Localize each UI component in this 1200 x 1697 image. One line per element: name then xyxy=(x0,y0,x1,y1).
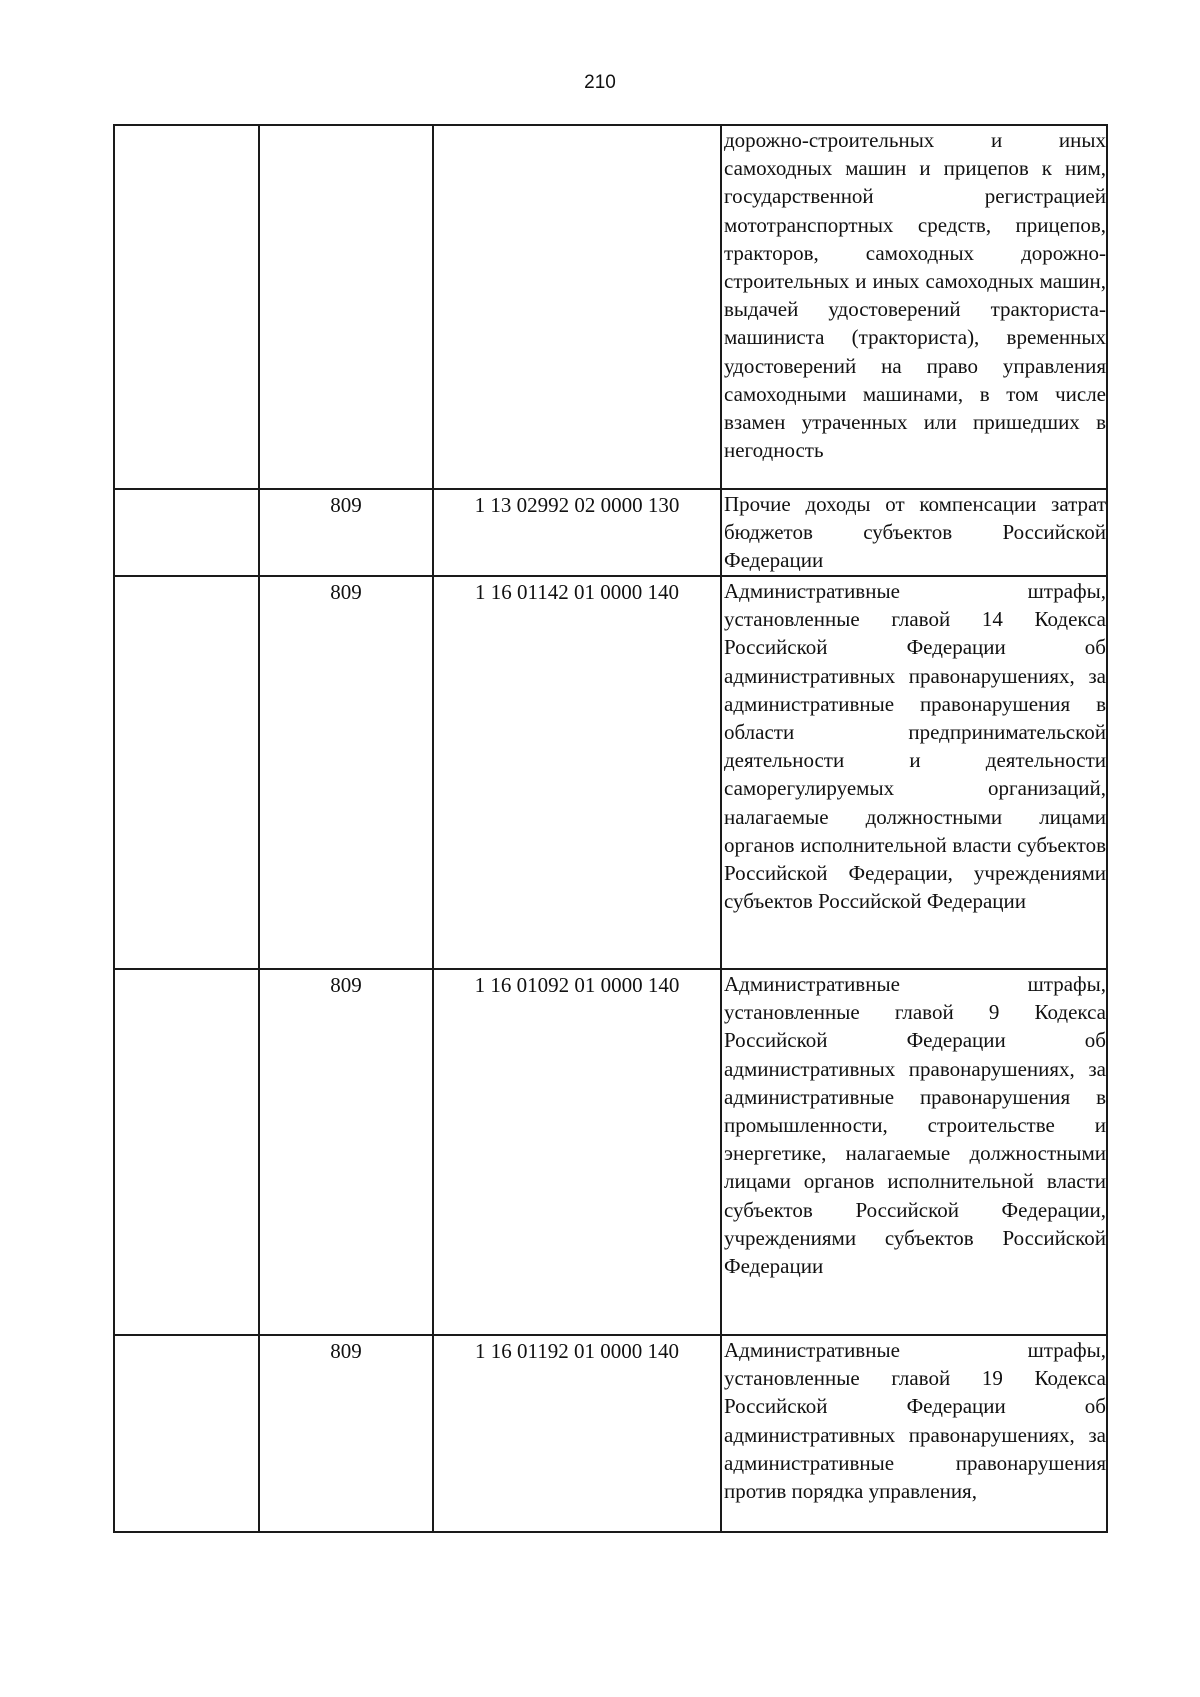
kbk-code-cell: 1 13 02992 02 0000 130 xyxy=(433,489,721,576)
description-cell: Административные штрафы, установленные главой 14 Кодекса Российской Федерации об административных правонарушениях, за административные правонарушения в области предпринимательской деятельности и деятельности саморегулируемых организаций, налагаемые должностными лицами органов исполнительной власти субъектов Российской Федерации, учреждениями субъектов Российской Федерации xyxy=(721,576,1107,969)
kbk-code-cell: 1 16 01192 01 0000 140 xyxy=(433,1335,721,1532)
admin-code-cell: 809 xyxy=(259,1335,433,1532)
table-cell-empty xyxy=(114,969,259,1335)
admin-code-cell xyxy=(259,125,433,489)
table-cell-empty xyxy=(114,576,259,969)
table-row xyxy=(114,576,1107,969)
description-cell: дорожно-строительных и иных самоходных машин и прицепов к ним, государственной регистрацией мототранспортных средств, прицепов, тракторов, самоходных дорожно-строительных и иных самоходных машин, выдачей удостоверений тракториста-машиниста (тракториста), временных удостоверений на право управления самоходными машинами, в том числе взамен утраченных или пришедших в негодность xyxy=(721,125,1107,489)
admin-code-cell: 809 xyxy=(259,489,433,576)
table-cell-empty xyxy=(114,489,259,576)
page-number: 210 xyxy=(584,72,616,93)
table-cell-empty xyxy=(114,125,259,489)
table-cell-empty xyxy=(114,1335,259,1532)
kbk-code-cell: 1 16 01142 01 0000 140 xyxy=(433,576,721,969)
table-row xyxy=(114,969,1107,1335)
description-cell: Административные штрафы, установленные главой 9 Кодекса Российской Федерации об административных правонарушениях, за административные правонарушения в промышленности, строительстве и энергетике, налагаемые должностными лицами органов исполнительной власти субъектов Российской Федерации, учреждениями субъектов Российской Федерации xyxy=(721,969,1107,1335)
table-row xyxy=(114,489,1107,576)
kbk-code-cell: 1 16 01092 01 0000 140 xyxy=(433,969,721,1335)
table-row xyxy=(114,125,1107,489)
table-row xyxy=(114,1335,1107,1532)
kbk-code-cell xyxy=(433,125,721,489)
admin-code-cell: 809 xyxy=(259,969,433,1335)
revenue-codes-table xyxy=(113,124,1108,1533)
description-cell: Административные штрафы, установленные главой 19 Кодекса Российской Федерации об административных правонарушениях, за административные правонарушения против порядка управления, xyxy=(721,1335,1107,1532)
description-cell: Прочие доходы от компенсации затрат бюджетов субъектов Российской Федерации xyxy=(721,489,1107,576)
admin-code-cell: 809 xyxy=(259,576,433,969)
